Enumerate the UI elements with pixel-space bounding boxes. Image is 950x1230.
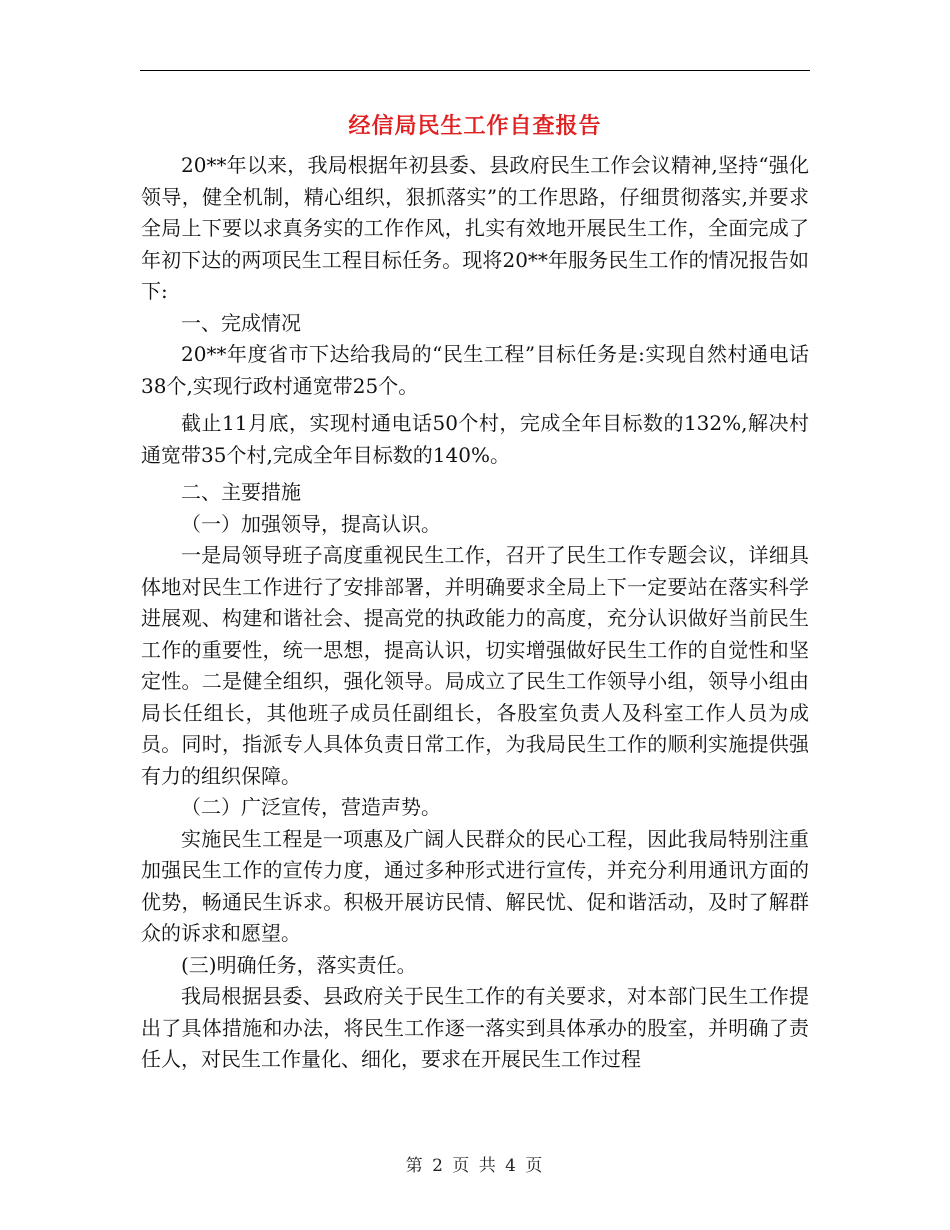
targets-paragraph: 20**年度省市下达给我局的“民生工程”目标任务是:实现自然村通电话38个,实现行政村通宽带25个。 [141,342,809,398]
progress-paragraph: 截止11月底，实现村通电话50个村，完成全年目标数的132%,解决村通宽带35个村,完成全年目标数的140%。 [141,411,809,467]
section-heading-completion: 一、完成情况 [181,310,301,335]
subheading-leadership: （一）加强领导，提高认识。 [181,511,441,536]
subheading-publicity: （二）广泛宣传，营造声势。 [181,795,441,819]
intro-paragraph: 20**年以来，我局根据年初县委、县政府民生工作会议精神,坚持“强化领导，健全机制，精心组织，狠抓落实”的工作思路，仔细贯彻落实,并要求全局上下要以求真务实的工作作风，扎实有效地开展民生工作，全面完成了年初下达的两项民生工程目标任务。现将20**年服务民生工作的情况报告如下: [141,153,809,303]
section-heading-measures: 二、主要措施 [181,480,301,504]
header-rule [140,70,810,71]
responsibility-paragraph: 我局根据县委、县政府关于民生工作的有关要求，对本部门民生工作提出了具体措施和办法，将民生工作逐一落实到具体承办的股室，并明确了责任人，对民生工作量化、细化，要求在开展民生工作过程 [141,984,809,1071]
subheading-responsibility: (三)明确任务，落实责任。 [181,952,417,977]
document-title: 经信局民生工作自查报告 [348,114,602,139]
page-number: 第 2 页 共 4 页 [405,1156,545,1176]
document-body [141,150,809,1076]
leadership-paragraph: 一是局领导班子高度重视民生工作，召开了民生工作专题会议，详细具体地对民生工作进行了安排部署，并明确要求全局上下一定要站在落实科学进展观、构建和谐社会、提高党的执政能力的高度，充分认识做好当前民生工作的重要性，统一思想，提高认识，切实增强做好民生工作的自觉性和坚定性。二是健全组织，强化领导。局成立了民生工作领导小组，领导小组由局长任组长，其他班子成员任副组长，各股室负责人及科室工作人员为成员。同时，指派专人具体负责日常工作，为我局民生工作的顺利实施提供强有力的组织保障。 [141,543,809,788]
publicity-paragraph: 实施民生工程是一项惠及广阔人民群众的民心工程，因此我局特别注重加强民生工作的宣传力度，通过多种形式进行宣传，并充分利用通讯方面的优势，畅通民生诉求。积极开展访民情、解民忧、促和谐活动，及时了解群众的诉求和愿望。 [141,826,809,945]
